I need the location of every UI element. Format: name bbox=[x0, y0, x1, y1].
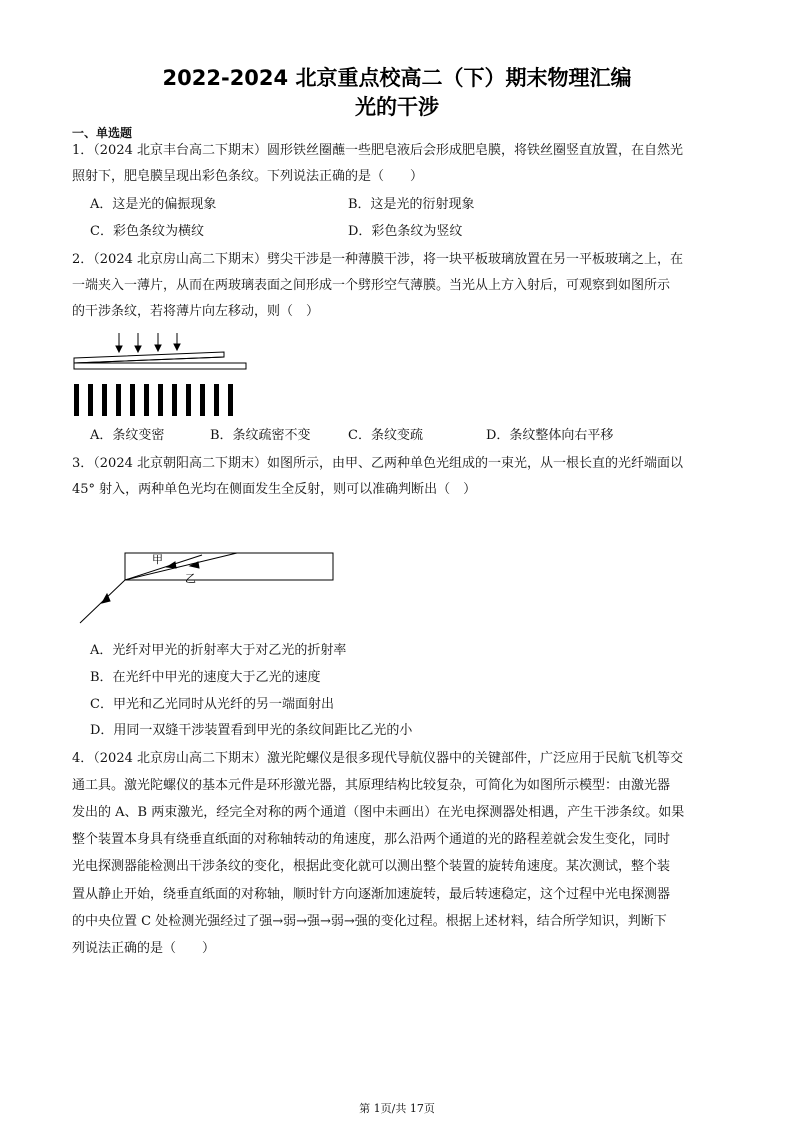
interference-fringes bbox=[74, 384, 233, 416]
question-3-option-b: B．在光纤中甲光的速度大于乙光的速度 bbox=[90, 670, 321, 685]
optical-fiber-figure bbox=[72, 545, 337, 627]
question-3-option-a: A．光纤对甲光的折射率大于对乙光的折射率 bbox=[90, 643, 347, 658]
question-4-line-5: 光电探测器能检测出干涉条纹的变化，根据此变化就可以测出整个装置的旋转角速度。某次测试，整个装 bbox=[72, 859, 671, 874]
question-1-line-2: 照射下，肥皂膜呈现出彩色条纹。下列说法正确的是（ ） bbox=[72, 169, 424, 184]
question-4-line-3: 发出的 A、B 两束激光，经完全对称的两个通道（图中未画出）在光电探测器处相遇，产生干涉条纹。如果 bbox=[72, 805, 685, 820]
question-2-option-a: A．条纹变密 bbox=[90, 428, 165, 443]
page-number: 第 1页/共 17页 bbox=[359, 1102, 435, 1115]
question-1-option-c: C．彩色条纹为横纹 bbox=[90, 224, 204, 239]
label-jia: 甲 bbox=[152, 553, 163, 566]
question-3-option-c: C．甲光和乙光同时从光纤的另一端面射出 bbox=[90, 697, 334, 712]
label-yi: 乙 bbox=[185, 572, 196, 585]
question-4-line-8: 列说法正确的是（ ） bbox=[72, 941, 216, 956]
section-heading: 一、单选题 bbox=[72, 126, 133, 140]
document-title: 2022-2024 北京重点校高二（下）期末物理汇编 bbox=[162, 66, 632, 90]
question-2-option-d: D．条纹整体向右平移 bbox=[486, 428, 614, 443]
question-2-option-c: C．条纹变疏 bbox=[348, 428, 423, 443]
question-3-line-1: 3．（2024 北京朝阳高二下期末）如图所示，由甲、乙两种单色光组成的一束光，从一根长直的光纤端面以 bbox=[72, 456, 683, 471]
question-2-line-2: 一端夹入一薄片，从而在两玻璃表面之间形成一个劈形空气薄膜。当光从上方入射后，可观察到如图所示 bbox=[72, 278, 671, 293]
document-subtitle: 光的干涉 bbox=[355, 95, 439, 119]
question-4-line-2: 通工具。激光陀螺仪的基本元件是环形激光器，其原理结构比较复杂，可简化为如图所示模型：由激光器 bbox=[72, 778, 671, 793]
question-4-line-4: 整个装置本身具有绕垂直纸面的对称轴转动的角速度，那么沿两个通道的光的路程差就会发生变化，同时 bbox=[72, 832, 671, 847]
question-2-option-b: B．条纹疏密不变 bbox=[210, 428, 311, 443]
question-3-option-d: D．用同一双缝干涉装置看到甲光的条纹间距比乙光的小 bbox=[90, 723, 413, 738]
question-1-option-a: A．这是光的偏振现象 bbox=[90, 197, 217, 212]
wedge-interference-figure bbox=[70, 328, 250, 420]
question-1-option-b: B．这是光的衍射现象 bbox=[348, 197, 475, 212]
question-3-line-2: 45° 射入，两种单色光均在侧面发生全反射，则可以准确判断出（ ） bbox=[72, 482, 477, 497]
question-4-line-6: 置从静止开始，绕垂直纸面的对称轴，顺时针方向逐渐加速旋转，最后转速稳定，这个过程中光电探测器 bbox=[72, 887, 671, 902]
question-2-line-3: 的干涉条纹，若将薄片向左移动，则（ ） bbox=[72, 304, 320, 319]
glass-plates bbox=[74, 352, 246, 369]
question-4-line-1: 4．（2024 北京房山高二下期末）激光陀螺仪是很多现代导航仪器中的关键部件，广泛应用于民航飞机等交 bbox=[72, 751, 683, 766]
incident-arrows bbox=[116, 333, 180, 352]
question-1-option-d: D．彩色条纹为竖纹 bbox=[348, 224, 463, 239]
question-4-line-7: 的中央位置 C 处检测光强经过了强→弱→强→弱→强的变化过程。根据上述材料，结合所学知识，判断下 bbox=[72, 914, 667, 929]
question-1-line-1: 1．（2024 北京丰台高二下期末）圆形铁丝圈蘸一些肥皂液后会形成肥皂膜，将铁丝圈竖直放置，在自然光 bbox=[72, 143, 683, 158]
question-2-line-1: 2．（2024 北京房山高二下期末）劈尖干涉是一种薄膜干涉，将一块平板玻璃放置在另一平板玻璃之上，在 bbox=[72, 252, 683, 267]
